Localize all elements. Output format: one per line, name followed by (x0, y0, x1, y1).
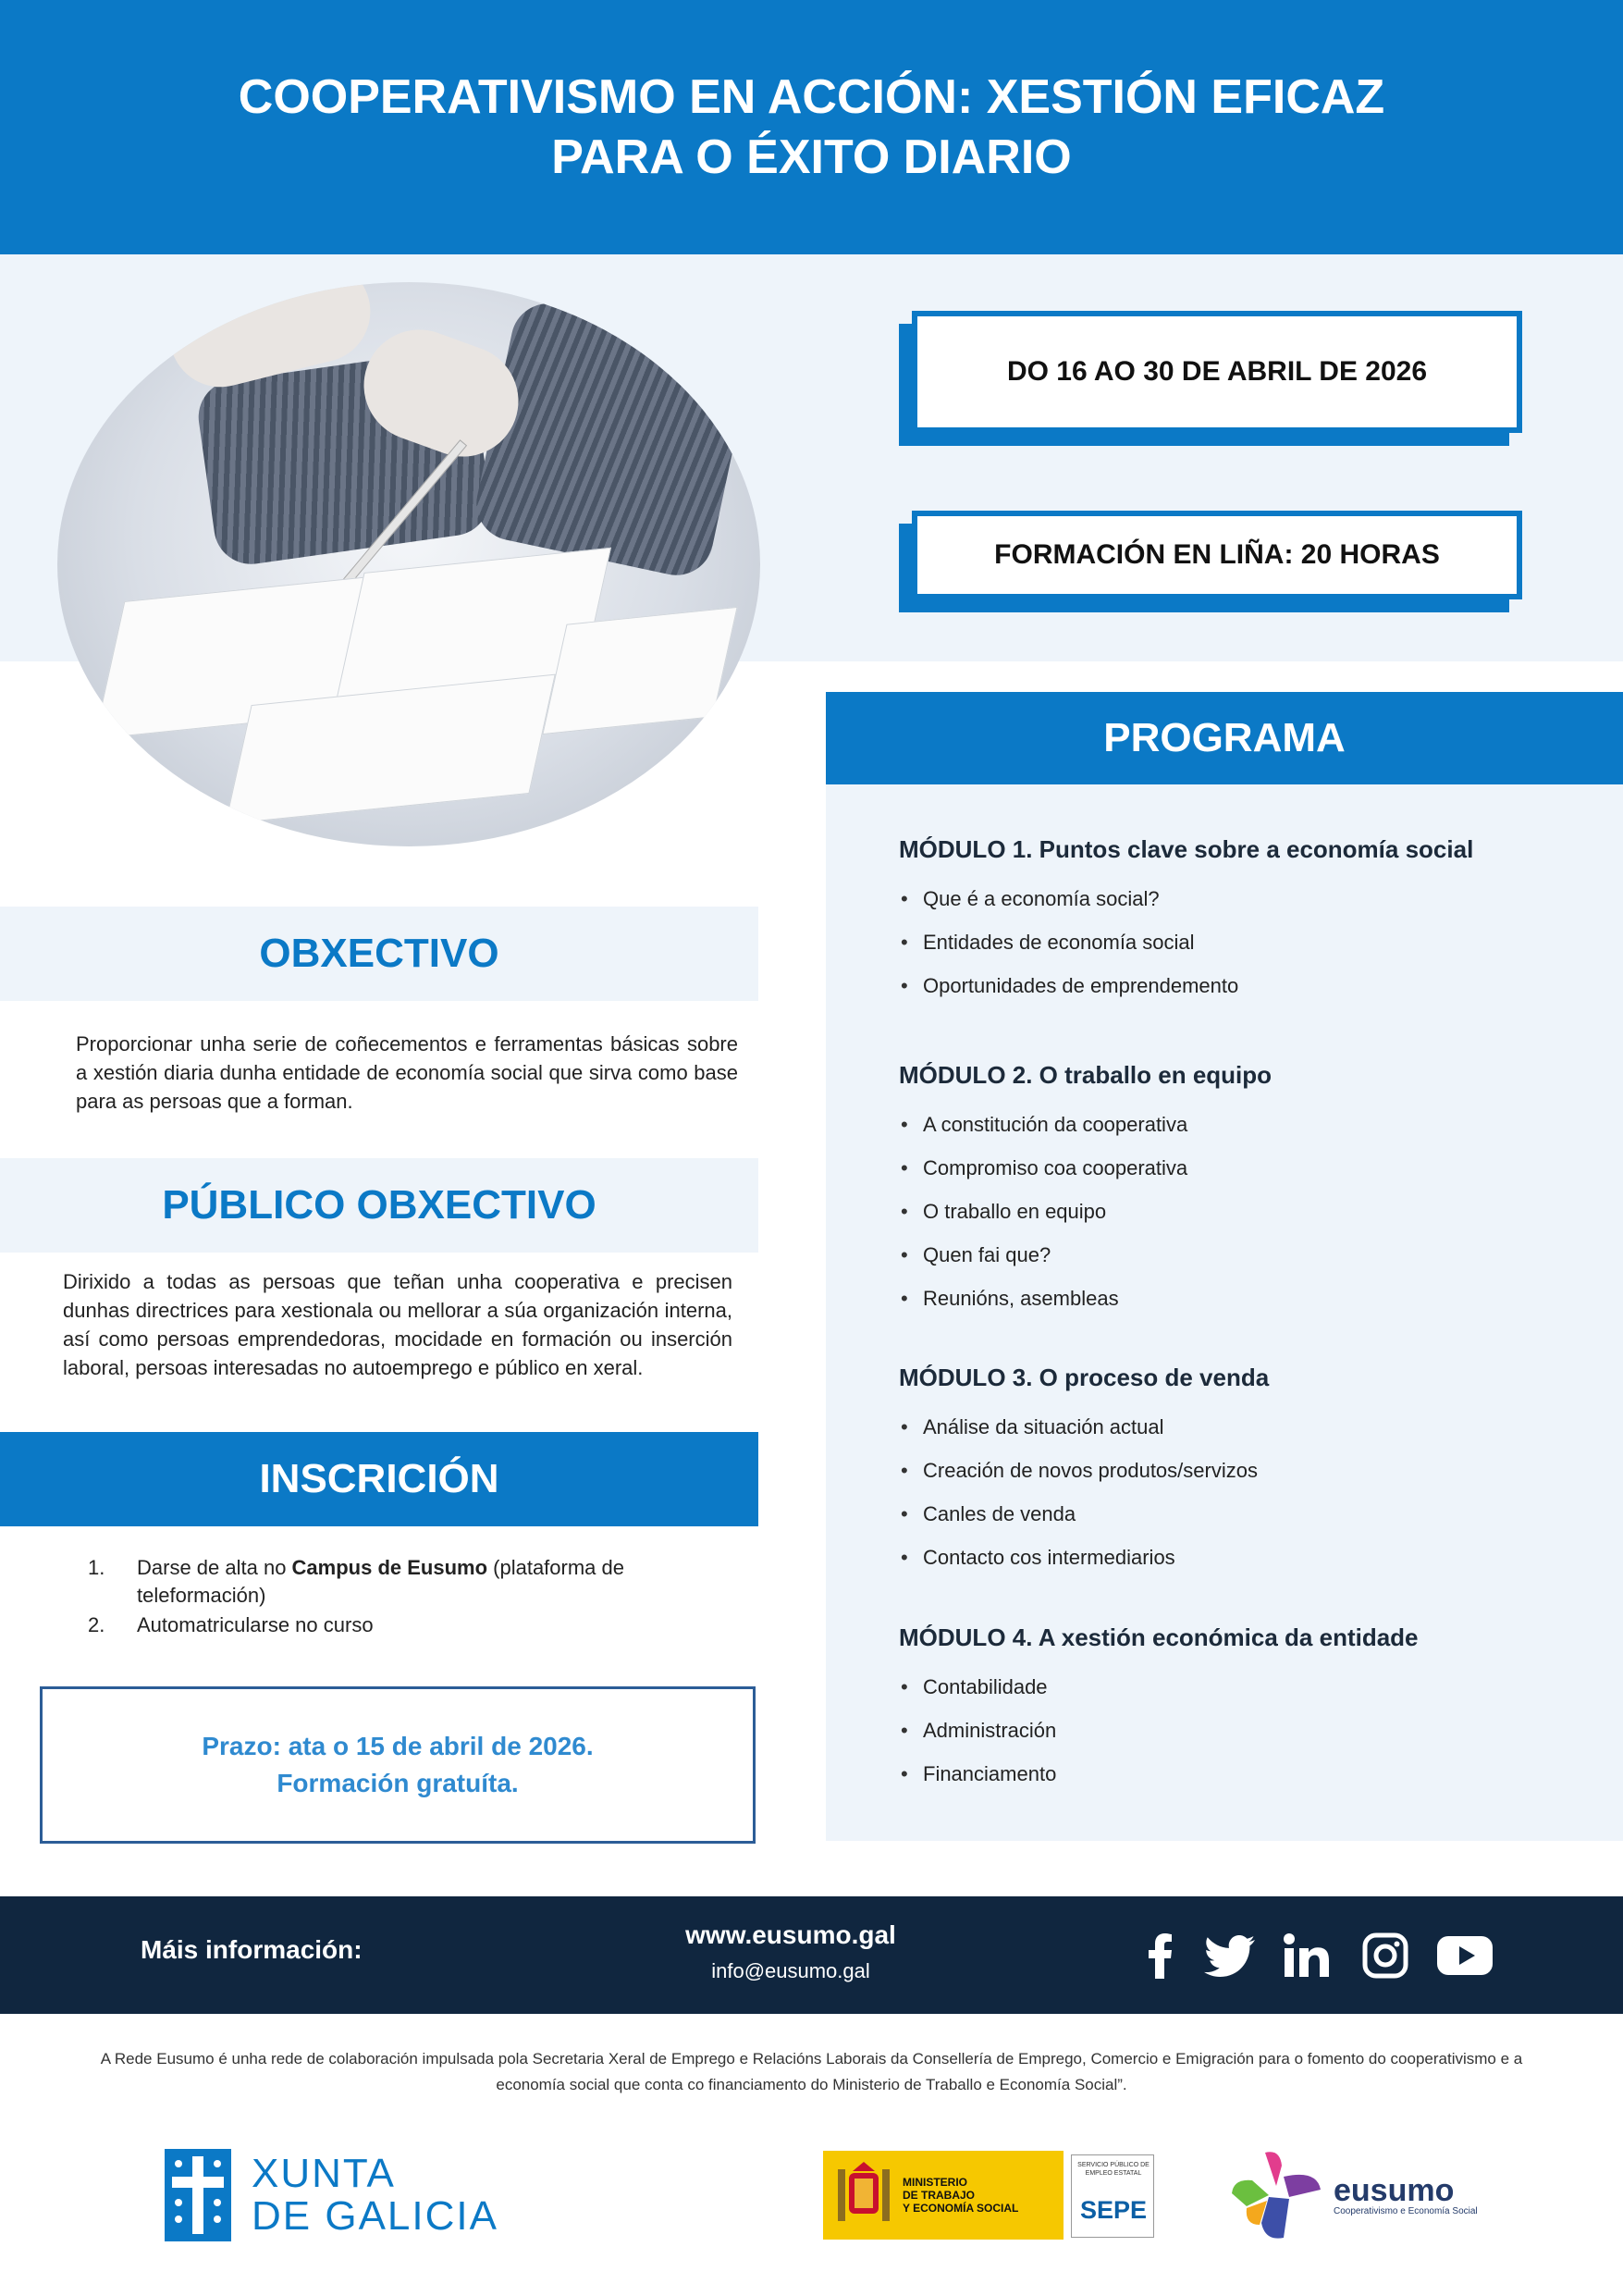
deadline-box (40, 1686, 756, 1844)
module-item: • Contabilidade (899, 1665, 1419, 1709)
module-1 (899, 835, 1473, 1007)
ministry-logo (823, 2151, 1064, 2240)
module-item: • A constitución da cooperativa (899, 1103, 1272, 1146)
campus-name: Campus de Eusumo (291, 1556, 488, 1579)
linkedin-icon[interactable] (1281, 1928, 1333, 1983)
step-text: Automatricularse no curso (137, 1613, 374, 1636)
website-link[interactable]: www.eusumo.gal (685, 1920, 896, 1949)
title-line-1: COOPERATIVISMO EN ACCIÓN: XESTIÓN EFICAZ (238, 69, 1385, 124)
registration-step (88, 1611, 680, 1639)
youtube-icon[interactable] (1435, 1928, 1494, 1983)
registration-step (88, 1554, 680, 1610)
deadline-text: Prazo: ata o 15 de abril de 2026. (202, 1732, 594, 1760)
eusumo-wordmark: eusumo (1334, 2172, 1455, 2208)
format-text: FORMACIÓN EN LIÑA: 20 HORAS (994, 539, 1440, 570)
module-item: • Compromiso coa cooperativa (899, 1146, 1272, 1190)
step-number: 2. (88, 1613, 105, 1636)
facebook-icon[interactable] (1139, 1928, 1180, 1983)
eusumo-logo (1228, 2148, 1478, 2242)
email-link[interactable]: info@eusumo.gal (711, 1959, 870, 1982)
format-box (912, 511, 1522, 599)
module-title: MÓDULO 3. O proceso de venda (899, 1364, 1270, 1391)
more-info-label: Máis información: (141, 1935, 363, 1964)
module-item: • O traballo en equipo (899, 1190, 1272, 1233)
ministry-line-2: DE TRABAJO (903, 2189, 976, 2202)
eusumo-mark-icon (1228, 2149, 1324, 2241)
xunta-line-1: XUNTA (252, 2151, 396, 2196)
page-title (239, 68, 1384, 188)
module-item: • Canles de venda (899, 1492, 1269, 1536)
title-line-2: PARA O ÉXITO DIARIO (551, 130, 1072, 184)
objective-heading: OBXECTIVO (259, 931, 499, 976)
module-3 (899, 1364, 1269, 1579)
audience-text: Dirixido a todas as persoas que teñan unha cooperativa e precisen dunhas directrices para xestionala ou mellorar a súa organización interna, así como persoas emprendedoras, mocidade en formación ou inserción laboral, persoas interesadas no autoemprego e público en xeral. (63, 1270, 732, 1379)
registration-steps (88, 1554, 680, 1641)
step-number: 1. (88, 1556, 105, 1579)
twitter-icon[interactable] (1202, 1928, 1258, 1983)
registration-header (0, 1432, 758, 1526)
free-training-text: Formación gratuíta. (277, 1769, 519, 1797)
programa-header (826, 692, 1623, 784)
eusumo-tagline: Cooperativismo e Economía Social (1334, 2205, 1478, 2216)
header-banner (0, 0, 1623, 254)
programa-heading: PROGRAMA (1103, 715, 1346, 760)
module-title: MÓDULO 2. O traballo en equipo (899, 1061, 1273, 1089)
module-item: • Entidades de economía social (899, 920, 1473, 964)
step-text: Darse de alta no Campus de Eusumo (plataforma de teleformación) (137, 1556, 624, 1607)
module-title: MÓDULO 4. A xestión económica da entidade (899, 1623, 1419, 1651)
module-2 (899, 1061, 1272, 1320)
xunta-shield-icon (165, 2149, 231, 2241)
audience-heading: PÚBLICO OBXECTIVO (162, 1182, 596, 1228)
module-title: MÓDULO 1. Puntos clave sobre a economía social (899, 835, 1474, 863)
dates-box (912, 311, 1522, 433)
sepe-text: SEPE (1079, 2196, 1148, 2224)
ministry-line-3: Y ECONOMÍA SOCIAL (903, 2202, 1019, 2215)
sepe-subtitle: SERVICIO PÚBLICO DE EMPLEO ESTATAL (1077, 2162, 1150, 2177)
instagram-icon[interactable] (1359, 1928, 1411, 1983)
module-item: • Contacto cos intermediarios (899, 1536, 1269, 1579)
module-item: • Creación de novos produtos/servizos (899, 1449, 1269, 1492)
spain-coat-of-arms-icon (836, 2160, 891, 2230)
module-item: • Que é a economía social? (899, 877, 1473, 920)
footer-bar (0, 1896, 1623, 2014)
module-item: • Análise da situación actual (899, 1405, 1269, 1449)
ministry-line-1: MINISTERIO (903, 2176, 968, 2189)
funding-note: A Rede Eusumo é unha rede de colaboración impulsada pola Secretaria Xeral de Emprego e Relacións Laborais da Consellería de Emprego, Comercio e Emigración para o fomento do cooperativismo e a economía social que conta co financiamento do Ministerio de Traballo e Economía Social”. (100, 2050, 1523, 2093)
module-item: • Quen fai que? (899, 1233, 1272, 1277)
sepe-logo (1071, 2154, 1154, 2238)
audience-header (0, 1158, 758, 1253)
module-item: • Financiamento (899, 1752, 1419, 1796)
module-4 (899, 1623, 1419, 1796)
module-item: • Administración (899, 1709, 1419, 1752)
xunta-logo (165, 2148, 498, 2242)
objective-header (0, 907, 758, 1001)
module-item: • Oportunidades de emprendemento (899, 964, 1473, 1007)
dates-text: DO 16 AO 30 DE ABRIL DE 2026 (1006, 356, 1428, 387)
objective-text: Proporcionar unha serie de coñecementos e ferramentas básicas sobre a xestión diaria dunha entidade de economía social que sirva como base para as persoas que a forman. (76, 1032, 738, 1113)
registration-heading: INSCRICIÓN (259, 1456, 499, 1501)
xunta-line-2: DE GALICIA (252, 2193, 498, 2239)
module-item: • Reunións, asembleas (899, 1277, 1272, 1320)
hero-photo (57, 282, 760, 846)
